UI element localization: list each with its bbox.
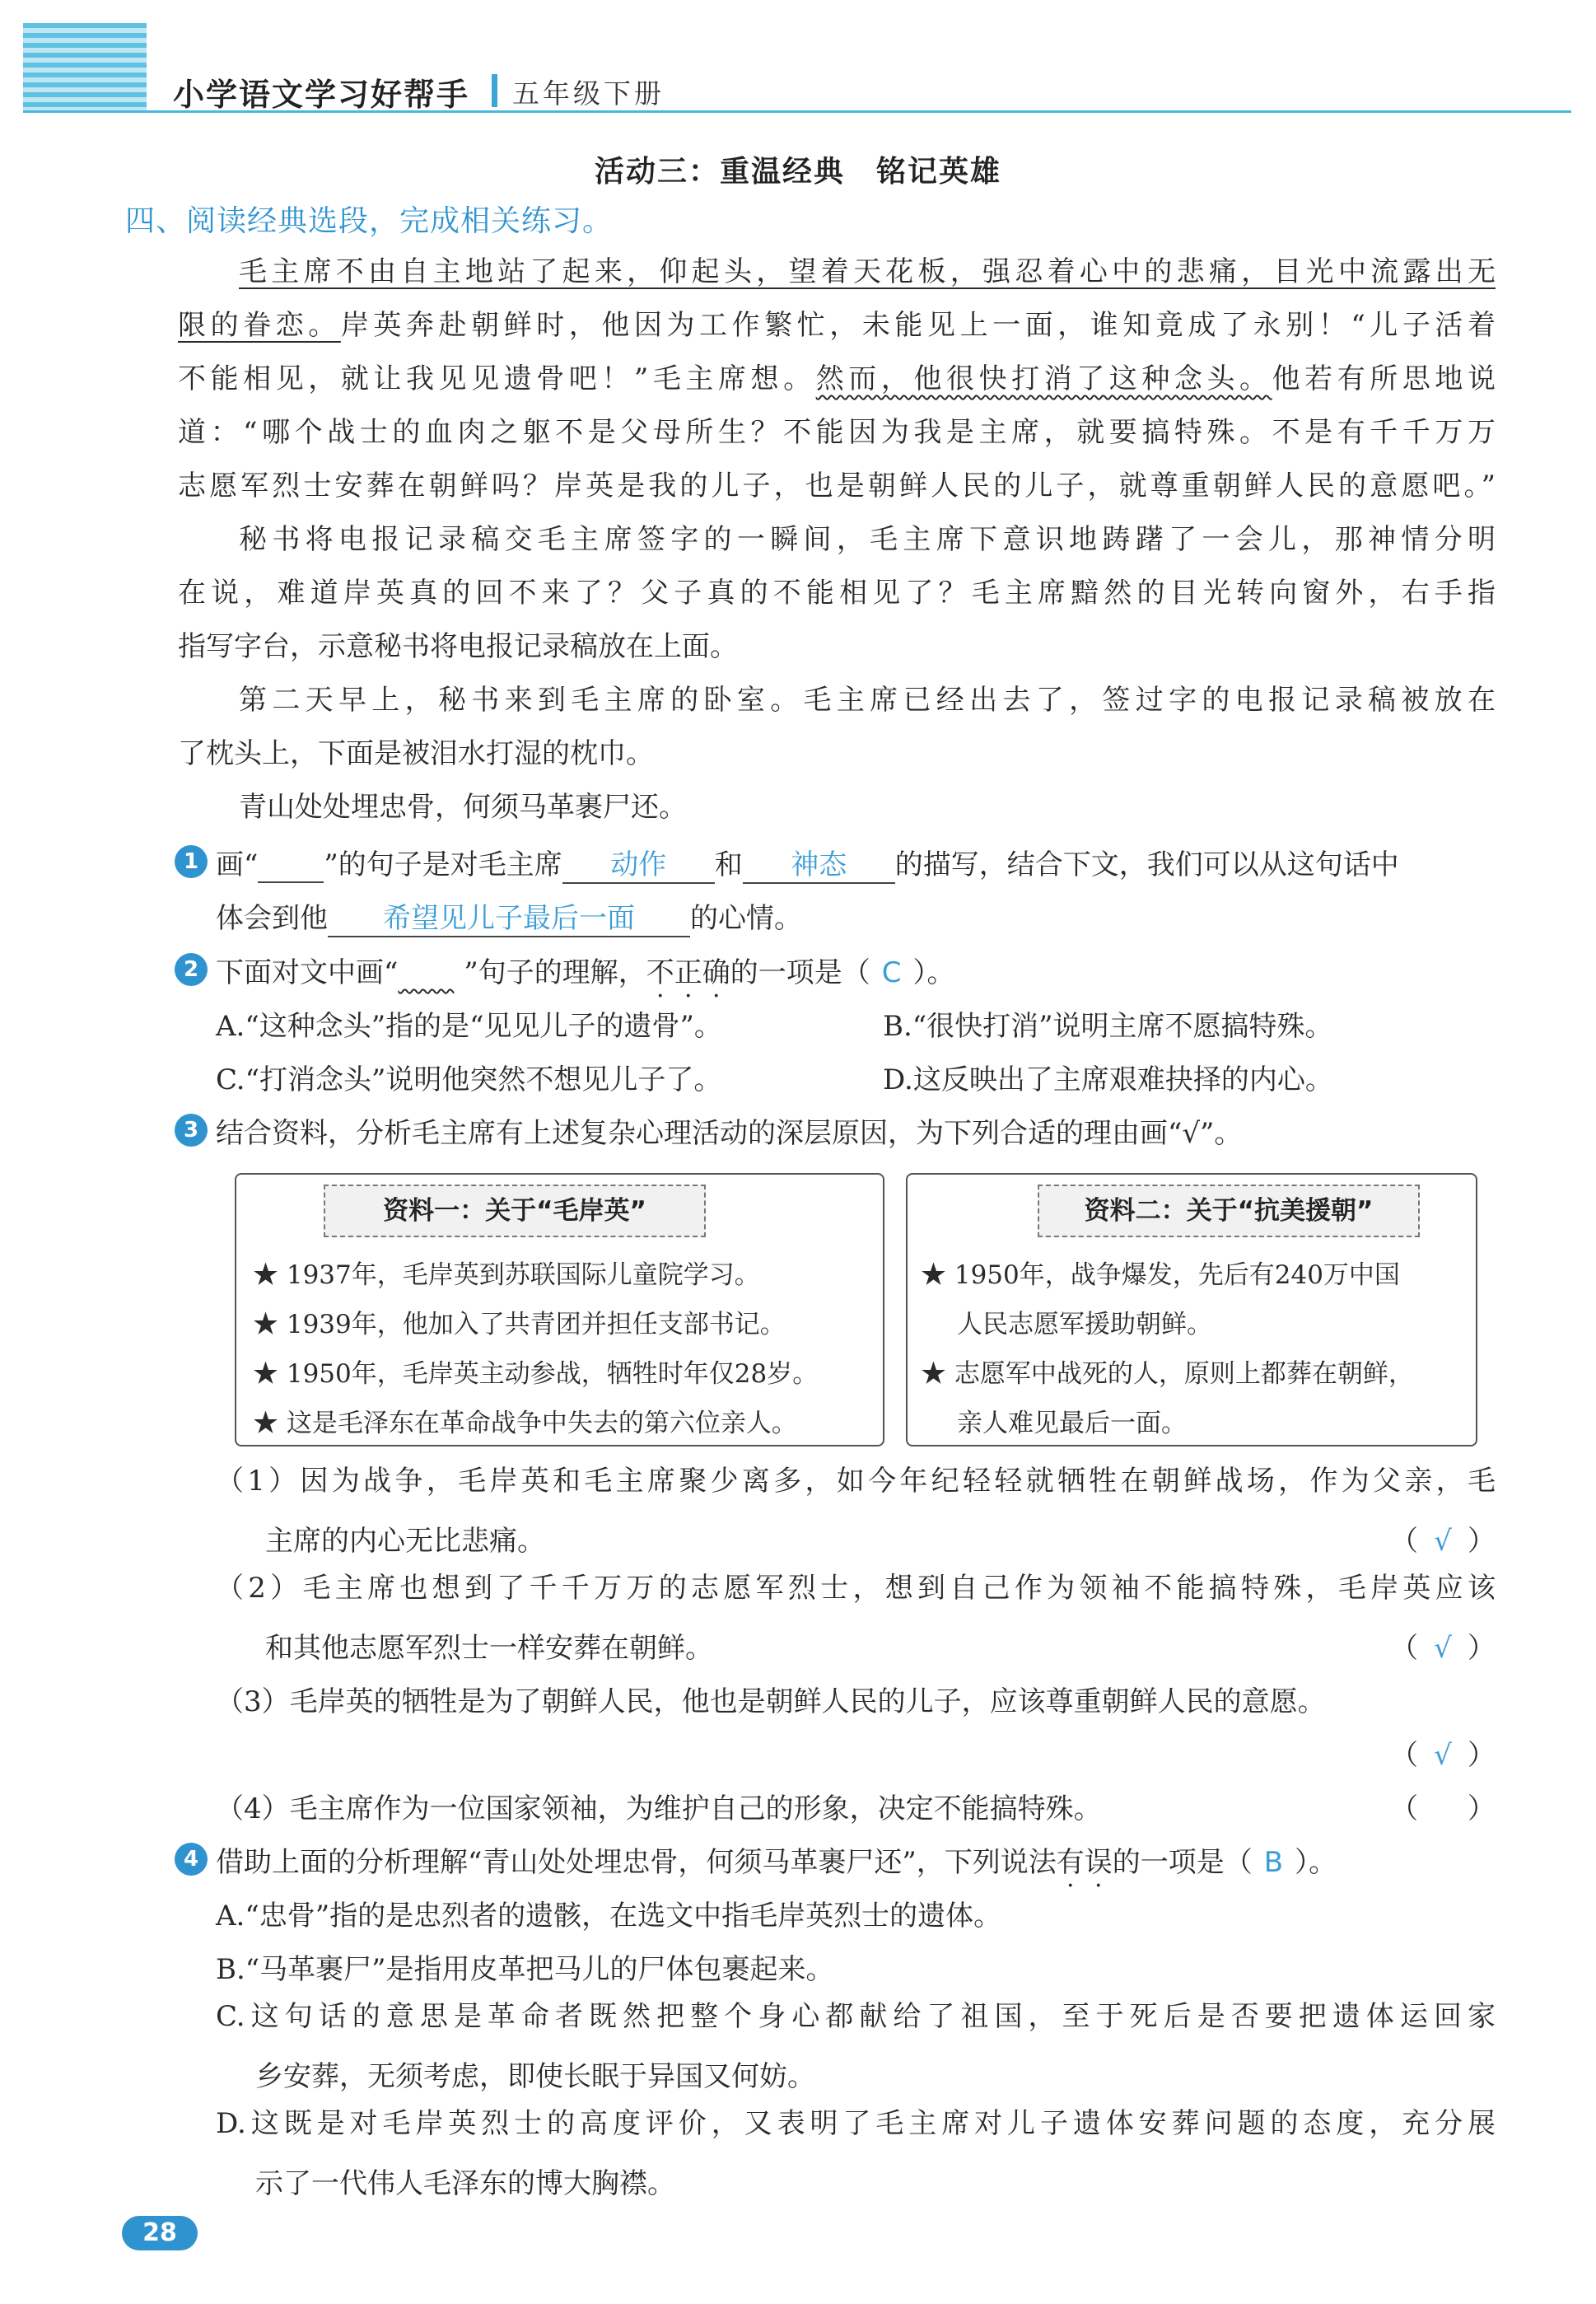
reason-line: （1）因为战争，毛岸英和毛主席聚少离多，如今年纪轻轻就牺牲在朝鲜战场，作为父亲，毛 [216, 1465, 1496, 1498]
q2-text: ”句子的理解， [464, 956, 646, 989]
emphasis-char: 有 [1056, 1846, 1085, 1879]
emphasis-char: 不 [646, 956, 674, 989]
emphasis-char: 确 [702, 956, 730, 989]
q1-text: 的心情。 [690, 902, 802, 935]
q1-text: 和 [714, 848, 743, 881]
q1-line2 [216, 895, 802, 937]
q4-stem [216, 1839, 1337, 1880]
passage-line: 志愿军烈士安葬在朝鲜吗？岸英是我的儿子，也是朝鲜人民的儿子，就尊重朝鲜人民的意愿吧。” [178, 470, 1496, 502]
passage-text: 他若有所思地说 [1272, 362, 1496, 395]
check-mark: √ [1434, 1739, 1452, 1772]
passage-text: 岸英奔赴朝鲜时，他因为工作繁忙，未能见上一面，谁知竟成了永别！“儿子活着 [340, 309, 1496, 342]
grade-label: 五年级下册 [512, 77, 665, 110]
emphasis-char: 误 [1084, 1846, 1113, 1879]
passage-line: 秘书将电报记录稿交毛主席签字的一瞬间，毛主席下意识地踌躇了一会儿，那神情分明 [239, 523, 1496, 556]
q4-text: 的一项是（ [1112, 1846, 1253, 1879]
reason-line: （3）毛岸英的牺牲是为了朝鲜人民，他也是朝鲜人民的儿子，应该尊重朝鲜人民的意愿。 [216, 1685, 1326, 1718]
q2-text: 下面对文中画“ [216, 956, 399, 989]
passage-line: 在说，难道岸英真的回不来了？父子真的不能相见了？毛主席黯然的目光转向窗外，右手指 [178, 577, 1496, 610]
material-item: ★ 1939年，他加入了共青团并担任支部书记。 [253, 1310, 786, 1339]
material-item: 亲人难见最后一面。 [957, 1409, 1187, 1438]
q4-option-d-cont: 示了一代伟人毛泽东的博大胸襟。 [255, 2167, 675, 2200]
wavy-underlined-sentence: 然而，他很快打消了这种念头。 [815, 362, 1272, 395]
material-item: ★ 这是毛泽东在革命战争中失去的第六位亲人。 [253, 1409, 797, 1438]
question-number: 4 [175, 1843, 208, 1876]
material-title: 资料一：关于“毛岸英” [324, 1185, 706, 1237]
question-number: 1 [175, 845, 208, 878]
passage-line: 青山处处埋忠骨，何须马革裹尸还。 [239, 791, 687, 824]
q1-text: 体会到他 [216, 902, 328, 935]
reason-line: （2）毛主席也想到了千千万万的志愿军烈士，想到自己作为领袖不能搞特殊，毛岸英应该 [216, 1572, 1496, 1605]
passage-line [178, 362, 1496, 396]
emphasis-char: 正 [674, 956, 702, 989]
underlined-sentence: 毛主席不由自主地站了起来，仰起头，望着天花板，强忍着心中的悲痛，目光中流露出无 [239, 255, 1496, 288]
check-paren[interactable]: （ √ ） [1390, 1632, 1496, 1665]
answer-blank[interactable]: 动作 [562, 842, 715, 884]
passage-line: 道：“哪个战士的血肉之躯不是父母所生？不能因为我是主席，就要搞特殊。不是有千千万万 [178, 416, 1496, 449]
passage-line: 第二天早上，秘书来到毛主席的卧室。毛主席已经出去了，签过字的电报记录稿被放在 [239, 684, 1496, 717]
q2-option-a[interactable]: A.“这种念头”指的是“见见儿子的遗骨”。 [216, 1010, 722, 1043]
activity-title: 活动三：重温经典 铭记英雄 [594, 155, 1001, 189]
q2-text: 的一项是（ [730, 956, 870, 989]
answer-blank[interactable]: 希望见儿子最后一面 [328, 895, 690, 937]
q4-option-c[interactable]: C.这句话的意思是革命者既然把整个身心都献给了祖国，至于死后是否要把遗体运回家 [216, 2000, 1496, 2033]
q2-option-b[interactable]: B.“很快打消”说明主席不愿搞特殊。 [883, 1010, 1333, 1043]
passage-text: 不能相见，就让我见见遗骨吧！”毛主席想。 [178, 362, 816, 395]
header-divider [492, 74, 497, 107]
reason-line: 主席的内心无比悲痛。 [265, 1525, 545, 1558]
reason-line: （4）毛主席作为一位国家领袖，为维护自己的形象，决定不能搞特殊。 [216, 1792, 1102, 1825]
material-title: 资料二：关于“抗美援朝” [1038, 1185, 1420, 1237]
underlined-sentence: 限的眷恋。 [178, 309, 341, 342]
check-paren[interactable]: （ √ ） [1390, 1739, 1496, 1772]
q1-text: 画“ [216, 848, 259, 881]
q4-option-a[interactable]: A.“忠骨”指的是忠烈者的遗骸，在选文中指毛岸英烈士的遗体。 [216, 1900, 1002, 1932]
section-title: 四、阅读经典选段，完成相关练习。 [125, 204, 614, 238]
q4-option-b[interactable]: B.“马革裹尸”是指用皮革把马儿的尸体包裹起来。 [216, 1953, 834, 1986]
q2-answer[interactable]: C [881, 956, 902, 989]
q4-text: 借助上面的分析理解“青山处处埋忠骨，何须马革裹尸还”，下列说法 [216, 1846, 1057, 1879]
q1-text: 的描写，结合下文，我们可以从这句话中 [894, 848, 1399, 881]
question-number: 3 [175, 1114, 208, 1147]
book-title: 小学语文学习好帮手 [173, 77, 470, 113]
q4-option-c-cont: 乡安葬，无须考虑，即使长眠于异国又何妨。 [255, 2060, 815, 2093]
q2-option-c[interactable]: C.“打消念头”说明他突然不想见儿子了。 [216, 1063, 722, 1096]
header-decoration [23, 23, 147, 112]
question-number: 2 [175, 953, 208, 986]
q1-text: ”的句子是对毛主席 [324, 848, 562, 881]
check-mark: √ [1434, 1525, 1452, 1558]
passage-line: 指写字台，示意秘书将电报记录稿放在上面。 [178, 630, 738, 663]
passage-line [239, 255, 1496, 289]
page-number: 28 [122, 2216, 198, 2250]
check-paren[interactable]: （ √ ） [1390, 1525, 1496, 1558]
material-item: ★ 志愿军中战死的人，原则上都葬在朝鲜， [921, 1359, 1414, 1389]
passage-line [178, 309, 1496, 343]
material-item: ★ 1937年，毛岸英到苏联国际儿童院学习。 [253, 1260, 760, 1290]
q2-text: ）。 [912, 956, 955, 989]
material-item: 人民志愿军援助朝鲜。 [957, 1310, 1212, 1339]
material-item: ★ 1950年，战争爆发，先后有240万中国 [921, 1260, 1400, 1290]
q2-stem [216, 950, 955, 990]
material-box-1 [235, 1173, 884, 1446]
reason-line: 和其他志愿军烈士一样安葬在朝鲜。 [265, 1632, 713, 1665]
straight-line-sample [258, 848, 324, 883]
check-paren[interactable]: （ ） [1390, 1792, 1496, 1825]
q1-line1 [216, 842, 1399, 884]
q2-option-d[interactable]: D.这反映出了主席艰难抉择的内心。 [883, 1063, 1333, 1096]
q3-stem: 结合资料，分析毛主席有上述复杂心理活动的深层原因，为下列合适的理由画“√”。 [216, 1117, 1243, 1150]
passage-line: 了枕头上，下面是被泪水打湿的枕巾。 [178, 737, 654, 770]
check-mark: √ [1434, 1632, 1452, 1665]
material-box-2 [906, 1173, 1477, 1446]
q4-option-d[interactable]: D.这既是对毛岸英烈士的高度评价，又表明了毛主席对儿子遗体安葬问题的态度，充分展 [216, 2107, 1496, 2140]
wavy-line-sample [398, 950, 464, 990]
q4-text: ）。 [1295, 1846, 1337, 1879]
material-item: ★ 1950年，毛岸英主动参战，牺牲时年仅28岁。 [253, 1359, 819, 1389]
q4-answer[interactable]: B [1263, 1846, 1284, 1879]
answer-blank[interactable]: 神态 [743, 842, 895, 884]
